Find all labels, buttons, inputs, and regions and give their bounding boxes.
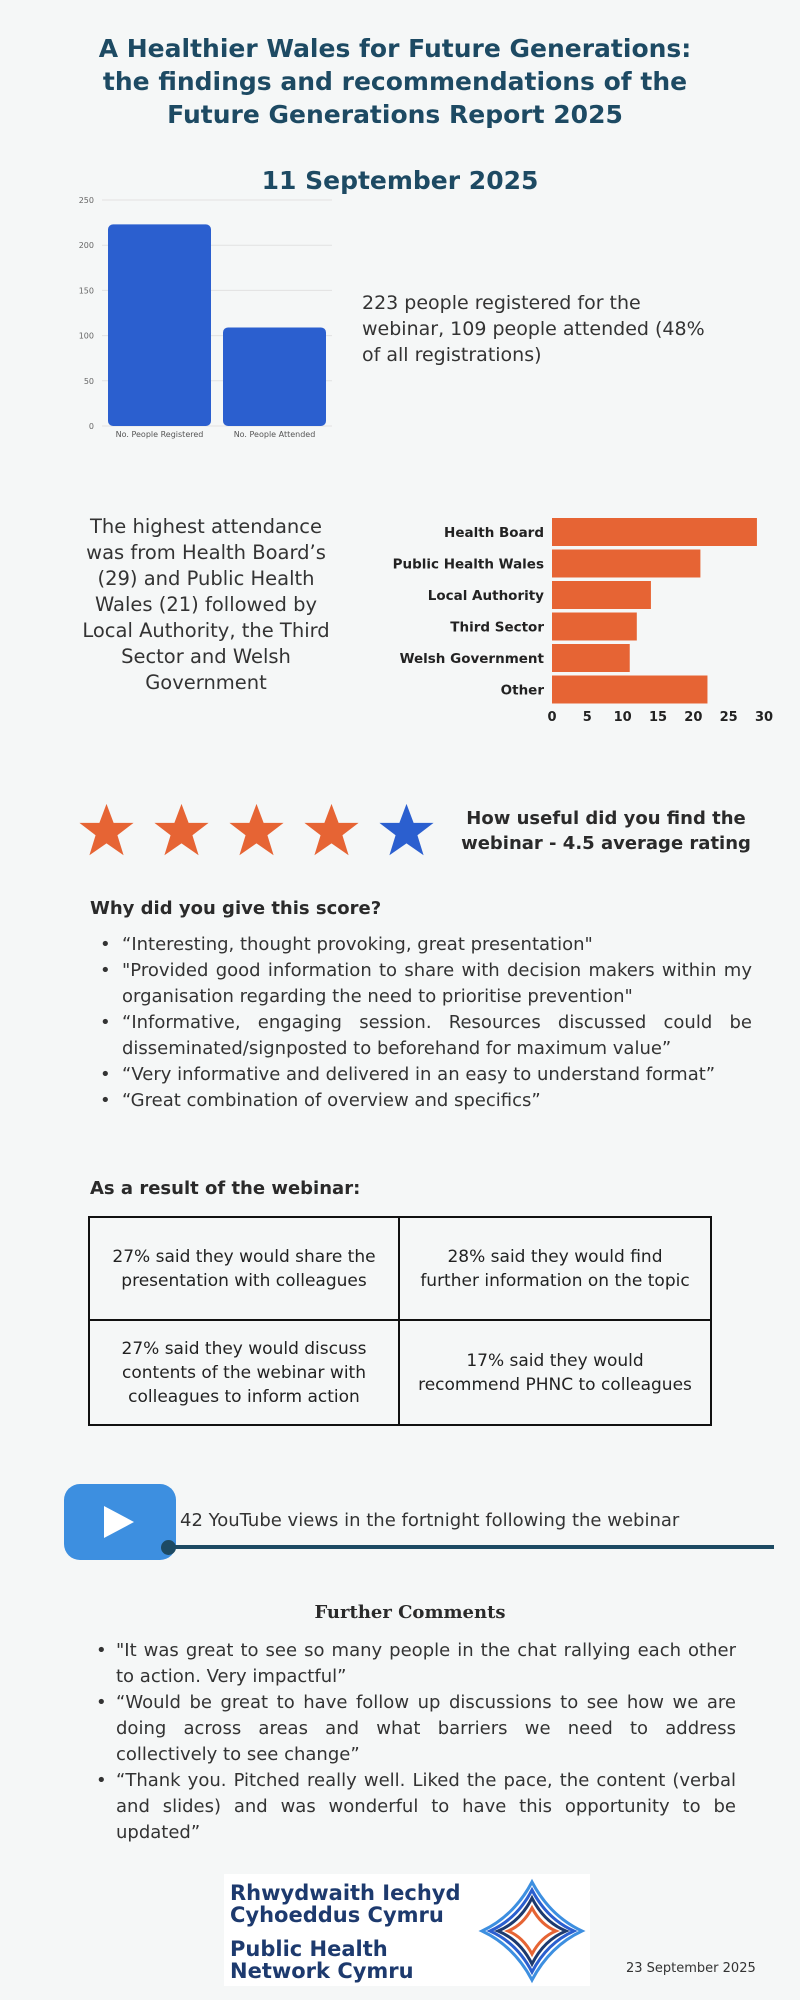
star-icon [78,802,135,859]
y-tick-label: 0 [88,422,94,431]
bar [552,518,757,546]
category-label: Third Sector [450,619,544,636]
event-date: 11 September 2025 [261,166,539,195]
youtube-play-button[interactable] [64,1484,176,1560]
rating-stars [78,802,435,859]
x-tick-label: 10 [613,710,632,725]
result-cell: 28% said they would find further information on the topic [400,1218,710,1321]
registration-summary: 223 people registered for the webinar, 109 people attended (48% of all registrations) [362,292,705,366]
x-tick-label: 5 [582,710,592,725]
bar [552,550,700,578]
play-icon [102,1504,136,1540]
logo-line: Rhwydwaith Iechyd [230,1881,461,1905]
category-label: Other [500,682,544,699]
star-icon [303,802,360,859]
y-tick-label: 50 [83,376,94,386]
attendance-summary: The highest attendance was from Health Board’s (29) and Public Health Wales (21) followed by Local Authority, the Third Sector and Welsh Government [82,515,330,694]
list-item: • "It was great to see so many people in the chat rallying each other to action. Very impactful” [94,1638,736,1690]
phnc-logo [224,1874,590,1986]
bar [552,644,630,672]
youtube-views: 42 YouTube views in the fortnight following the webinar [180,1510,680,1531]
bar [552,676,707,704]
why-list [98,932,752,1114]
logo-line: Public Health [230,1937,388,1961]
rating-question: How useful did you find the webinar - 4.5 average rating [461,808,751,854]
divider-line [168,1545,774,1549]
x-tick-label: 25 [719,710,738,725]
logo-line: Cyhoeddus Cymru [230,1903,444,1927]
bar [552,613,637,641]
y-tick-label: 150 [78,286,94,296]
why-heading: Why did you give this score? [90,898,382,919]
category-label: Public Health Wales [392,556,544,573]
network-diamond-icon [476,1876,588,1986]
results-heading: As a result of the webinar: [90,1178,361,1199]
list-item: • “Would be great to have follow up discussions to see how we are doing across areas and what barriers we need to address collectively to see change” [94,1690,736,1768]
list-item: • "Provided good information to share with decision makers within my organisation regarding the need to prioritise prevention" [98,958,752,1010]
category-label: Local Authority [427,588,544,604]
list-item: • “Great combination of overview and specifics” [98,1088,752,1114]
x-tick-label: 30 [754,710,774,725]
x-tick-label: 0 [547,710,557,725]
x-tick-label: 20 [684,710,703,725]
y-tick-label: 200 [78,241,94,251]
page-title: A Healthier Wales for Future Generations: the findings and recommendations of the Future Generations Report 2025 [98,34,692,129]
list-item: • “Informative, engaging session. Resources discussed could be disseminated/signposted to beforehand for maximum value” [98,1010,752,1062]
comments-heading: Further Comments [314,1602,506,1623]
category-label: Welsh Government [399,651,544,667]
y-tick-label: 250 [78,196,94,205]
star-icon [228,802,285,859]
result-cell: 27% said they would discuss contents of the webinar with colleagues to inform action [90,1321,400,1424]
y-tick-label: 100 [78,331,94,341]
x-tick-label: 15 [648,710,668,725]
footer-date: 23 September 2025 [626,1961,756,1976]
star-icon [378,802,435,859]
results-table [88,1216,712,1426]
bar [108,224,211,426]
registration-bar-chart [60,190,350,450]
comments-list [94,1638,736,1846]
category-label: Health Board [444,525,544,541]
logo-line: Network Cymru [230,1959,414,1983]
list-item: • “Interesting, thought provoking, great presentation" [98,932,752,958]
bar [223,327,326,426]
x-tick-label: No. People Registered [115,430,204,439]
star-icon [153,802,210,859]
x-tick-label: No. People Attended [233,430,316,439]
list-item: • “Thank you. Pitched really well. Liked the pace, the content (verbal and slides) and was wonderful to have this opportunity to be updated” [94,1768,736,1846]
bar [552,581,651,609]
list-item: • “Very informative and delivered in an easy to understand format” [98,1062,752,1088]
attendance-bar-chart [380,510,780,730]
divider-dot [161,1540,176,1555]
result-cell: 17% said they would recommend PHNC to colleagues [418,1350,692,1395]
logo-text [230,1882,480,1982]
result-cell: 27% said they would share the presentation with colleagues [90,1218,400,1321]
